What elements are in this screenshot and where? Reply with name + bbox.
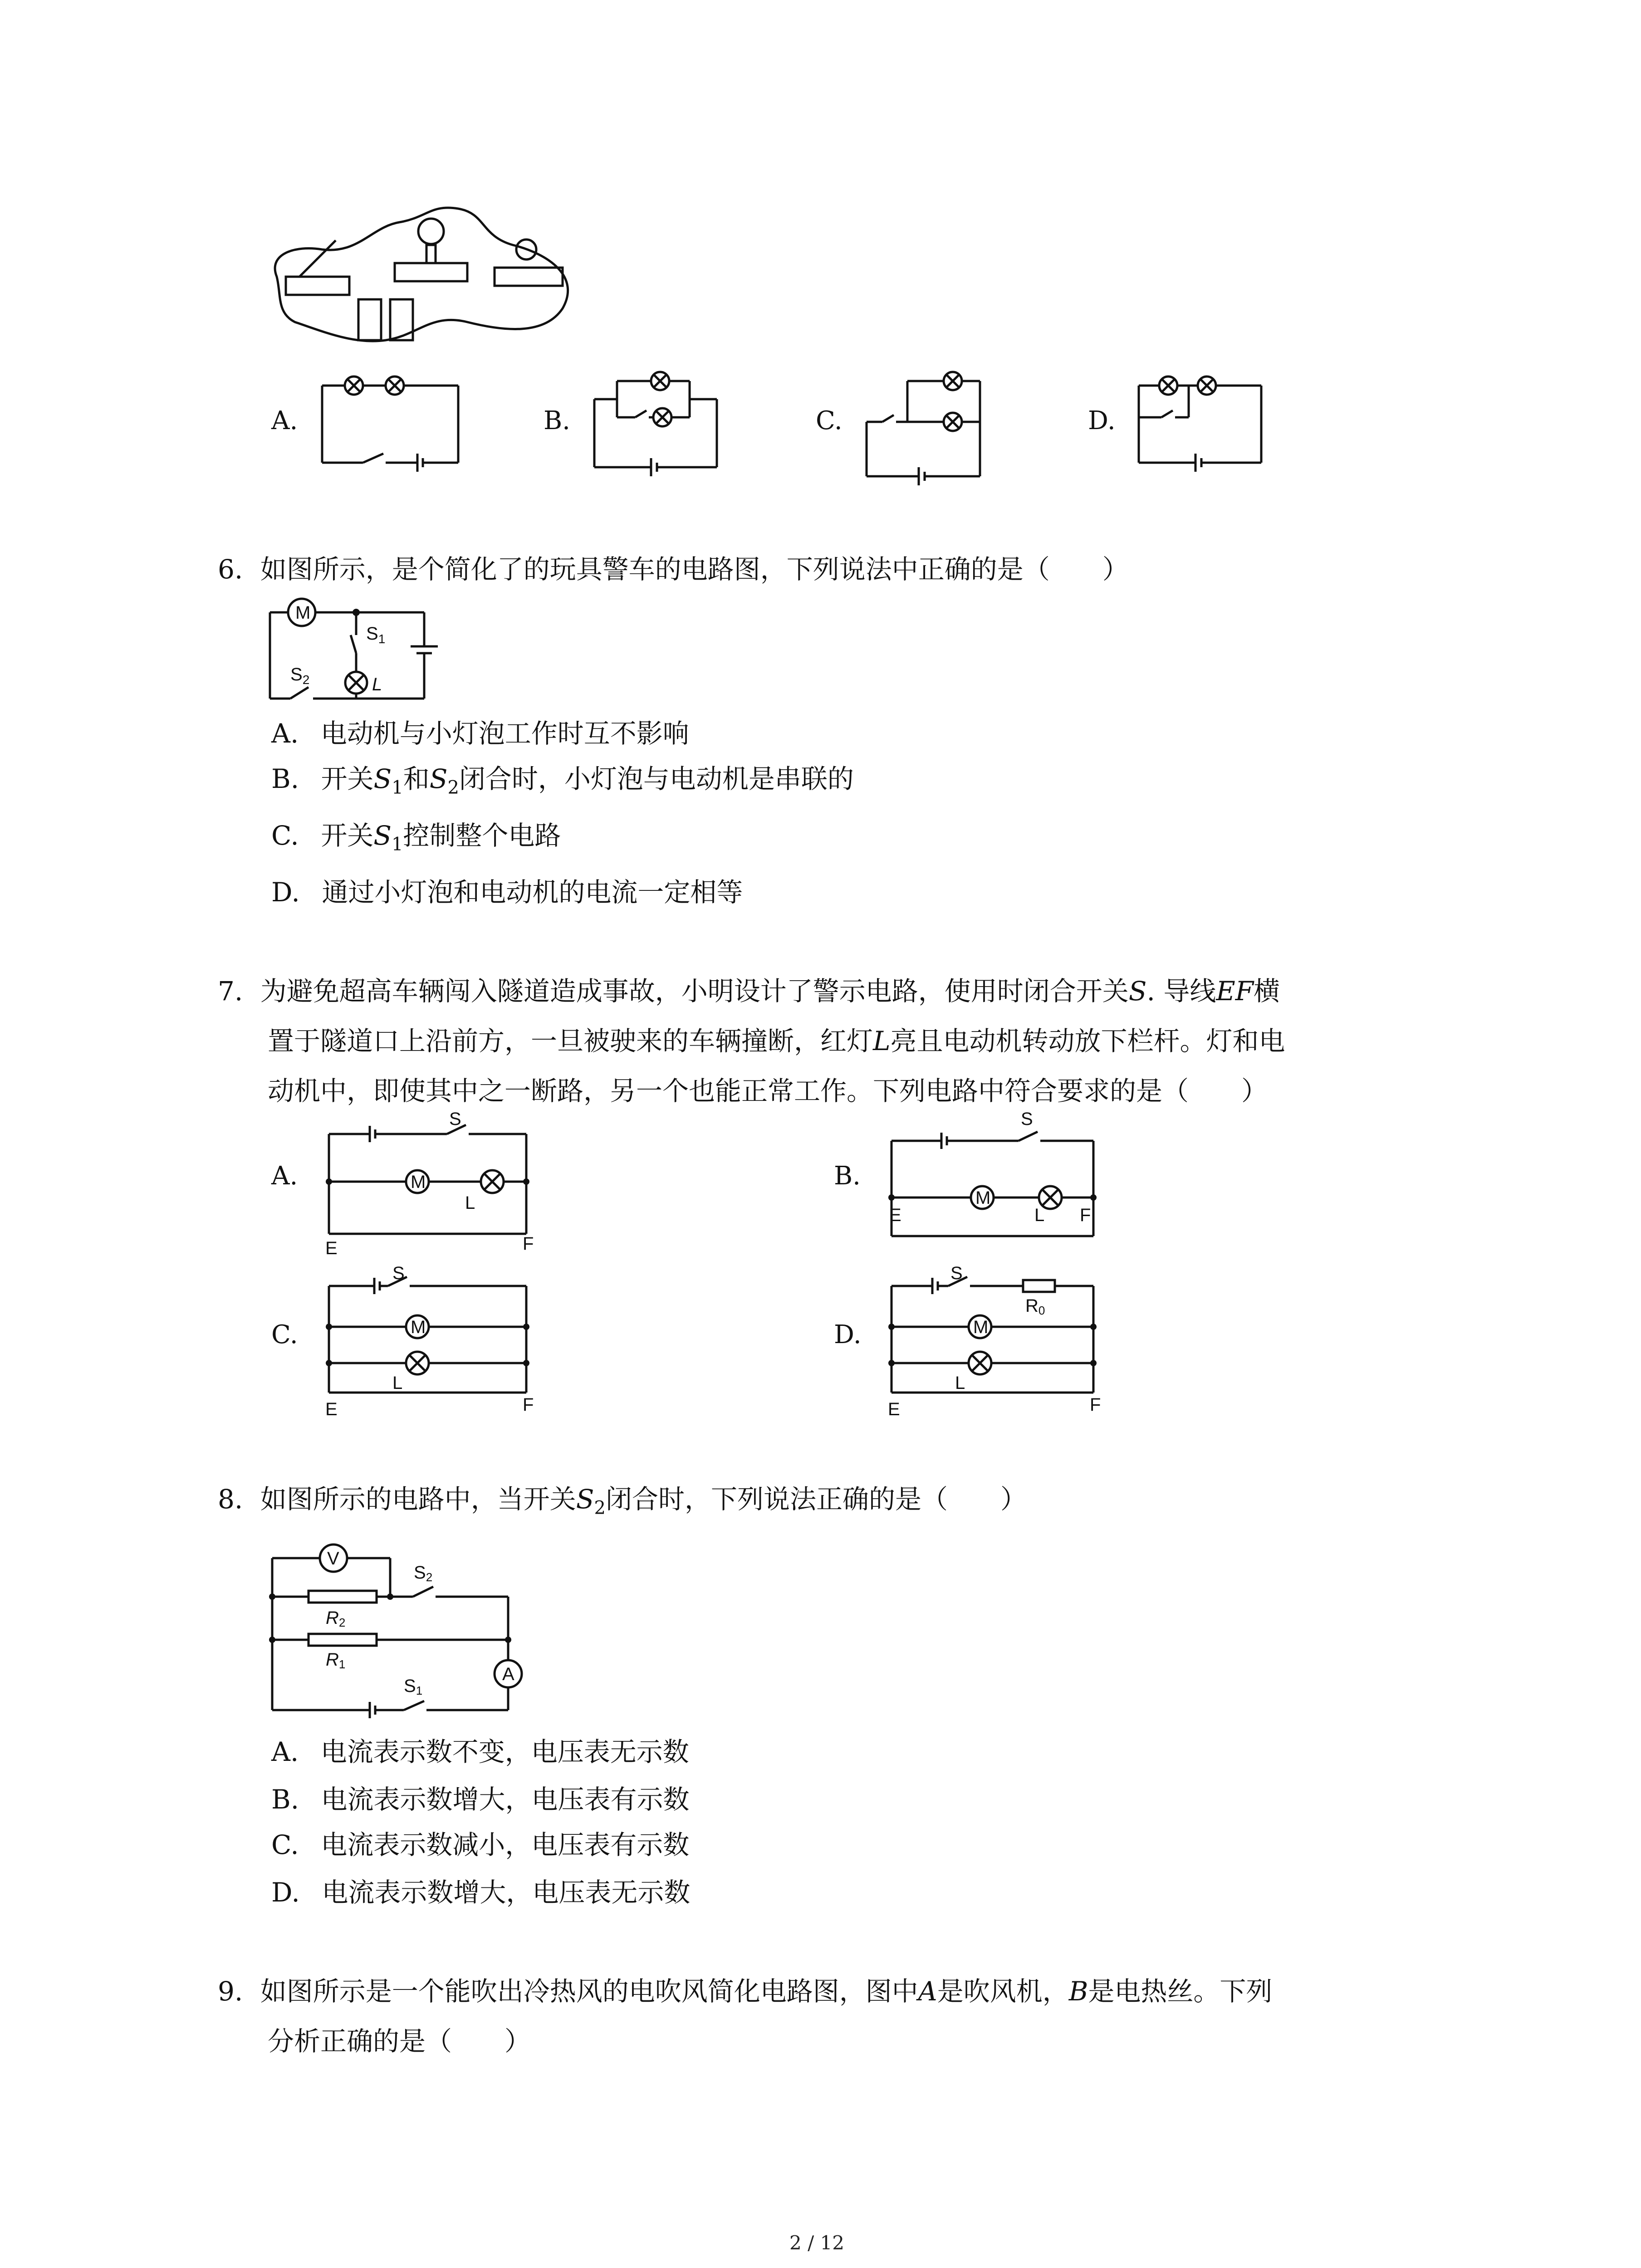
- q8-s1-label: S1: [404, 1676, 423, 1697]
- q7-option-c-diagram: [324, 1261, 542, 1424]
- q6-option-b-s1-sub: 1: [392, 777, 403, 798]
- q8-option-a-letter: A.: [271, 1736, 299, 1767]
- q7-line2-l: L: [873, 1026, 891, 1056]
- q7c-f-label: F: [523, 1395, 534, 1415]
- q7-line1-s: S: [1128, 976, 1147, 1007]
- q7d-s-label: S: [950, 1263, 963, 1283]
- q9-line1-a: A: [918, 1976, 937, 2007]
- q7b-l-label: L: [1034, 1205, 1045, 1225]
- q6-option-b-s2-sub: 2: [447, 777, 459, 798]
- q5-option-c-diagram: [862, 363, 989, 485]
- q6-option-c-pre: 开关: [321, 820, 374, 851]
- q7b-e-label: E: [889, 1205, 901, 1225]
- question-6-stem: [218, 544, 1129, 594]
- q8-option-c[interactable]: [271, 1823, 689, 1862]
- q6-motor-label: M: [295, 603, 311, 623]
- q6-option-b-pre: 开关: [321, 763, 374, 794]
- q7-option-b-label: B.: [834, 1161, 861, 1191]
- q7d-f-label: F: [1090, 1395, 1101, 1415]
- q6-option-b-letter: B.: [271, 763, 299, 794]
- q5-option-b-label: B.: [544, 406, 570, 435]
- q8-r2-label: R2: [326, 1608, 346, 1629]
- q7a-e-label: E: [325, 1238, 338, 1258]
- q7b-m-label: M: [975, 1188, 991, 1208]
- q5-option-d-diagram: [1134, 372, 1270, 476]
- q6-option-c-post: 控制整个电路: [403, 820, 561, 851]
- q6-option-c-s1-sub: 1: [391, 834, 403, 855]
- q7d-l-label: L: [955, 1373, 965, 1393]
- q7d-e-label: E: [888, 1399, 900, 1419]
- q7-line1-post: 横: [1254, 976, 1280, 1007]
- q8-r1-label: R1: [326, 1650, 346, 1671]
- q7a-m-label: M: [411, 1172, 426, 1192]
- q8-a-label: A: [502, 1664, 514, 1684]
- q7-line2-pre: 置于隧道口上沿前方，一旦被驶来的车辆撞断，红灯: [268, 1026, 873, 1056]
- q7-option-a-diagram: [324, 1107, 542, 1261]
- q8-option-b[interactable]: [271, 1778, 690, 1816]
- q6-option-d-letter: D.: [271, 877, 300, 908]
- q8-s2-label: S2: [414, 1563, 433, 1584]
- q7c-m-label: M: [411, 1317, 426, 1337]
- q6-option-b-mid: 和: [403, 763, 430, 794]
- q8-option-b-text: 电流表示数增大，电压表有示数: [321, 1784, 690, 1815]
- q7-option-d-diagram: [887, 1261, 1105, 1424]
- q6-option-b-s1: S: [373, 763, 392, 794]
- q7d-r0-label: R0: [1025, 1296, 1045, 1317]
- q7-option-a-label: A.: [271, 1161, 298, 1191]
- q8-stem-post: 闭合时，下列说法正确的是（ ）: [605, 1484, 1027, 1515]
- q8-option-d-letter: D.: [271, 1877, 300, 1908]
- q7-line2-post: 亮且电动机转动放下栏杆。灯和电: [890, 1026, 1285, 1056]
- q6-option-b-s2: S: [429, 763, 448, 794]
- q7d-m-label: M: [973, 1317, 989, 1337]
- q5-option-d-label: D.: [1088, 406, 1116, 435]
- q7-option-c-label: C.: [271, 1320, 298, 1349]
- q7c-s-label: S: [392, 1263, 405, 1283]
- q9-line1-post: 是电热丝。下列: [1088, 1976, 1273, 2007]
- q9-line1-b: B: [1068, 1976, 1088, 2007]
- q8-option-d[interactable]: [271, 1871, 690, 1909]
- q7-line-1: [218, 966, 1497, 1016]
- q7b-s-label: S: [1021, 1109, 1033, 1129]
- q7-line-3: 动机中，即使其中之一断路，另一个也能正常工作。下列电路中符合要求的是（ ）: [268, 1075, 1268, 1106]
- question-7-number: 7.: [218, 976, 243, 1007]
- page-number: 2 / 12: [789, 2232, 845, 2254]
- q5-option-a-diagram: [318, 372, 467, 467]
- q6-option-a-text: 电动机与小灯泡工作时互不影响: [320, 718, 689, 749]
- q6-option-b[interactable]: [271, 758, 854, 798]
- q6-option-c[interactable]: [271, 814, 561, 855]
- q6-lamp-label: L: [372, 675, 382, 694]
- question-9-stem: [218, 1966, 1497, 2066]
- q8-option-a-text: 电流表示数不变，电压表无示数: [320, 1736, 689, 1767]
- q7-line-2: [218, 1016, 1497, 1066]
- q7-line1-mid: . 导线: [1146, 976, 1216, 1007]
- q7c-e-label: E: [325, 1399, 338, 1419]
- q6-s1-label: $S_1$: [366, 624, 386, 646]
- q6-option-c-s1: S: [373, 820, 392, 851]
- q9-line-1: [218, 1966, 1497, 2016]
- question-6-number: 6.: [218, 554, 243, 585]
- q6-option-a-letter: A.: [271, 718, 299, 749]
- q6-option-a[interactable]: [271, 712, 689, 750]
- q6-option-b-post: 闭合时，小灯泡与电动机是串联的: [459, 763, 854, 794]
- q8-stem-sub: 2: [594, 1497, 606, 1519]
- q5-physical-circuit-picture: [268, 200, 585, 354]
- q7b-f-label: F: [1080, 1205, 1091, 1225]
- q8-option-c-letter: C.: [271, 1829, 299, 1860]
- q7-option-d-label: D.: [834, 1320, 862, 1349]
- q9-line-2: 分析正确的是（ ）: [268, 2026, 531, 2057]
- question-8-stem: [218, 1474, 1027, 1533]
- q6-option-c-letter: C.: [271, 820, 299, 851]
- q7-line1-ef: EF: [1216, 976, 1254, 1007]
- question-8-circuit-diagram: [268, 1533, 540, 1724]
- q7-option-b-diagram: [887, 1107, 1105, 1252]
- q7a-s-label: S: [449, 1109, 461, 1129]
- q6-s2-label: $S_2$: [290, 665, 310, 687]
- q8-stem-pre: 如图所示的电路中，当开关: [260, 1484, 576, 1515]
- q5-option-c-label: C.: [816, 406, 843, 435]
- q7c-l-label: L: [392, 1373, 403, 1393]
- q7a-l-label: L: [465, 1193, 475, 1213]
- question-6-text: 如图所示，是个简化了的玩具警车的电路图，下列说法中正确的是（ ）: [260, 554, 1129, 585]
- q6-option-d[interactable]: [271, 871, 743, 909]
- q8-option-c-text: 电流表示数减小，电压表有示数: [321, 1829, 690, 1860]
- q7-line1-pre: 为避免超高车辆闯入隧道造成事故，小明设计了警示电路，使用时闭合开关: [260, 976, 1129, 1007]
- q9-line1-mid: 是吹风机，: [937, 1976, 1069, 2007]
- q9-line1-pre: 如图所示是一个能吹出冷热风的电吹风简化电路图，图中: [260, 1976, 918, 2007]
- question-8-number: 8.: [218, 1484, 243, 1515]
- question-9-number: 9.: [218, 1976, 243, 2007]
- q5-option-a-label: A.: [271, 406, 298, 435]
- q5-option-b-diagram: [590, 372, 726, 476]
- q8-v-label: V: [327, 1549, 339, 1569]
- q6-option-d-text: 通过小灯泡和电动机的电流一定相等: [322, 877, 743, 908]
- q8-option-b-letter: B.: [271, 1784, 299, 1815]
- q7a-f-label: F: [523, 1234, 534, 1254]
- q8-option-a[interactable]: [271, 1730, 689, 1769]
- question-7-stem: [218, 966, 1497, 1116]
- q8-option-d-text: 电流表示数增大，电压表无示数: [322, 1877, 691, 1908]
- q8-stem-s: S: [576, 1484, 594, 1515]
- question-6-circuit-diagram: [265, 590, 456, 708]
